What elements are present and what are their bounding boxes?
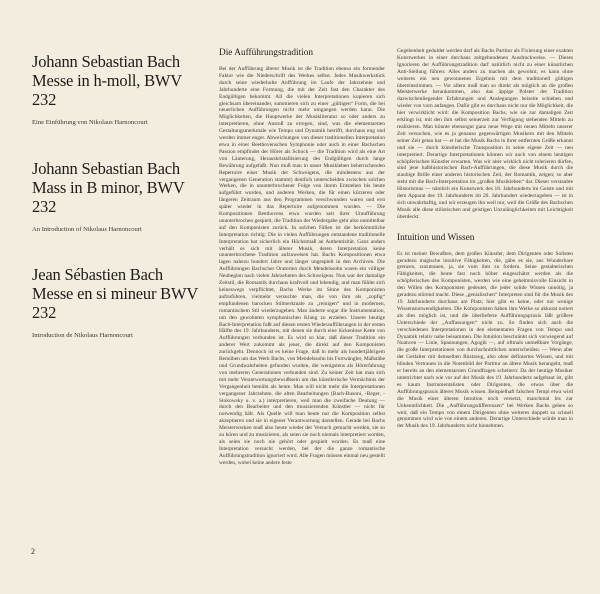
title-heading-english: Johann Sebastian Bach Mass in B minor, BWV 232 xyxy=(32,159,185,216)
title-heading-german: Johann Sebastian Bach Messe in h-moll, BWV 232 xyxy=(32,52,182,109)
page-number: 2 xyxy=(31,547,35,556)
title-subtitle-english: An Introduction of Nikolaus Harnoncourt xyxy=(32,226,142,233)
title-subtitle-german: Eine Einführung von Nikolaus Harnoncourt xyxy=(32,119,148,126)
title-subtitle-french: Introduction de Nikolaus Harnoncourt xyxy=(32,332,133,339)
right-text-column xyxy=(397,48,573,564)
title-block-german xyxy=(32,52,202,127)
body-text-intuition: Es ist meiner Bewußten, dem großen Künstler, dem Dirigenten oder Solisten geradezu magische intuitive Fähigkeiten, die, gäbe es sie, aus Wunderbare grenzen, zuzutrauen, ja, sie vom ihm zu fordern. Seine gestalterischen Fähigkeiten, die heute fast noch höher eingeschätzt werden als die schöpferischen des Komponisten, werden wie eine geheimnisvolle Einsicht in den Willen des Komponisten gedeutet, die jeder solide Wissen unnötig, ja geradezu störend macht. Diese „genialischen“ Interpreten sind für die Musik des 19. Jahrhunderts durchaus am Platz; hier gibt es keine, oder nur wenige Wissensnotwendigkeiten. Die Komponisten haben ihre Werke so akkurat notiert als dies möglich ist, und die überlieferte Aufführungspraxis läßt größere Unterschiede der „Auffassungen“ nicht zu. So finden sich auch die verschiedenen Interpretationen in den elementaren Fragen von Tempo und Dynamik relativ nahe beisammen. Die Intuition beschränkt sich vorwiegend auf Nuancen — Linie, Spannungen, Agogik —, auf oftmals unmeßbare Vorgänge, die große Interpretationen von durchschnittlichen unterscheiden. — Wenn aber der Gestalter mit demselben Rüstzeug, also ohne definiertes Wissen, und mit blinden Vertrauen in die Notenbild der Partitur an ältere Musik herangeht, muß er bereits an den elementarsten Grundfragen scheitern: Da der heutige Musiker unterrichtet nach wie vor auf der Musik des 19. Jahrhunderts aufgebaut ist, gibt es kaum Instrumentalisten oder Dirigenten, die etwas über die Aufführungspraxis älterer Musik wissen. Beispielhaft falschen Tempi etwa wird die Musik einer älteren Intuition noch versetzt, manchmal bis zur Unkenntlichkeit. Die „Aufführungsdifferenzen“ bei Werken Bachs gehen so weit, daß ein Tempo von einem Dirigenten ohne weiteres doppelt so schnell genommen wird wie von einem anderen. Derartige Unterschiede würde man in der Musik des 19. Jahrhunderts nicht hinnehmen. xyxy=(397,250,573,430)
title-block-english xyxy=(32,159,202,234)
section-heading-tradition: Die Aufführungstradition xyxy=(219,48,314,58)
body-text-tradition: Bei der Aufführung älterer Musik ist die Tradition ebenso ein formender Faktor wie die Niederschrift des Werkes selbst. Jedes Musikwerkstück durch seine wiederholte Aufführung im Laufe der Jahrzehnte und Jahrhunderte eine Formung, die mit der Zeit fast den Charakter des Endgültigen bekommt. All die vielen Interpretationen kopieren sich gleichsam übereinander, summieren sich zu einer „gültigen“ Form, die bei neuerlichen Aufführungen nicht mehr umgangen werden kann. Die Möglichkeiten, die Hauptwerke der Musikliteratur so oder anders zu interpretieren, ohne Anstoß zu erregen, sind, was die elementarsten Gestaltungsmerkmale wie Tempo und Dynamik betrifft, durchaus eng und werden immer enger. Abweichungen von dieser traditionellen Interpretation etwa in einer Beethovenschen Symphonie oder auch in einer Bachschen Passion empfindet der Hörer als Schock — die Tradition wird als eine Art von Läuterung, Herauskristallisierung des Endgültigen durch lange Bewährung aufgefaßt. Nun muß man in unser Musikleben beherrschenden Repertoire einer Musik der Schweigens, die mindestens aus der vergangenen Generation stammt) deutlich unterscheiden zwischen solchen Werken, die in ununterbrochener Folge von ihrem Entstehen bis heute aufgeführt wurden, und anderen Werken, die für einen kürzeren oder längeren Zeitraum aus den Programmen verschwunden waren und erst später wieder in das Repertoire aufgenommen wurden. — Die Kompositionen Beethovens etwa wurden seit ihrer Uraufführung ununterbrochen gespielt, die Tradition der Wiedergabe geht also unmittelbar auf den Komponisten zurück. In solchen Fällen ist die herkömmliche Interpretation richtig: Die in vielen Aufführungen entstandene traditionelle Interpretation hat sicherlich ein Höchstmaß an Authentizität. Ganz anders verhält es sich mit älterer Musik, deren Interpretation keine ununterbrochene Tradition aufzuweisen hat. Bachs Kompositionen etwa lagen nahezu hundert Jahre und länger ungespielt in den Archiven. Die Aufführungen Bachscher Oratorien durch Mendelssohn waren ein völliger Neubeginn nach vielen Jahrzehnten des Schweigens. Nun war der damalige Zeitstil, die Romantik durchaus kraftvoll und lebendig, und man fühlte sich keineswegs verpflichtet, Bachs Werke im Sinne des Komponisten aufzuführen, vielmehr versuchte man, die von ihm als „zopfig“ empfundenen barocken Stilmerkmale zu „reinigen“ und in modernen, romantischem Stil wiederzugeben. Man änderte sogar die Instrumentation, um den gewohnten symphonischen Klang zu erzielen. Unsere heutige Bach-Interpretation fußt auf diesen ersten Wiederaufführungen in der ersten Hälfte des 19. Jahrhunderts, mit denen sie durch eine lückenlose Kette von Aufführungen verbunden ist. Es wird so klar, daß dieser Tradition ein anderer Wert zukommt als jener, die direkt auf den Komponisten zurückgeht. Dennoch ist es keine Frage, daß in mehr als hundertjährigem Bemühen um das Werk Bachs, von Mendelssohn bis Furtwängler, Maßstäbe und Grundwahrheiten gefunden wurden, die wenigstens als Hörerfahrung von mehreren Generationen verbunden sind. Zu keiner Zeit hat man sich mit mehr Verantwortungsbewußtsein um das künstlerische Vermächtnis der Vergangenheit bemüht als heute. Man will nicht mehr die Interpretationen vergangener Jahrzehnte, die alten Bearbeitungen (Bach-Busoni, -Reger, -Stokowsky u. v. a.) interpretieren, weil man die zweifache Deutung — durch den Bearbeiter und den musizierenden Künstler — nicht für notwendig hält. Als Quelle will man heute nur die Komposition selbst akzeptieren und sie in eigener Verantwortung darstellen. Gerade bei Bachs Meisterwerken muß also heute wieder der Versuch gemacht werden, sie so zu hören und zu musizieren, als seien sie noch niemals interpretiert worden, als seien sie noch nie gehört oder gespielt worden. Es muß eine Interpretation versucht werden, bei der die ganze romantische Aufführungstradition ignoriert wird. Alle Fragen müssen einmal neu gestellt werden, wobei keine andere feste xyxy=(219,66,385,466)
title-block-french xyxy=(32,265,202,340)
section-heading-intuition: Intuition und Wissen xyxy=(397,232,475,243)
middle-text-column xyxy=(219,48,385,564)
body-text-continuation: Gegebenheit geduldet werden darf als Bachs Partitur als Fixierung einer exakten Kunstwerkes in einer durchaus zeitgebundenen Ausdruckweise. — Dieses Ignorieren der Aufführungstradition darf natürlich nicht zu einer künstlichen Anti-Stellung führen: Alles anders zu machen als gewohnt; es kann ohne weiteres ein neu gewonnenes Ergebnis mit dem traditionell gültigen übereinstimmen. — Vor allem muß man so direkt als möglich an die großen Meisterwerke herankommen, also das äppige Polster der Tradition dazwischenliegender Erfahrungen und Auslegungen beiseite schieben und wieder von vorn anfangen. Dafür gibt es durchaus nicht nur die Möglichkeit, die hier verwirklicht wird: die Komposition Bachs, wie sie zur damaligen Zeit erklingt ist, mit den ihm selbst seinerzeit zur Verfügung stehenden Mitteln zu realisieren. Man könnte ebensogut ganz neue Wege mit neuen Mitteln unserer Zeit versuchen, wie es ja genauso gegenwärtigen Musikern mit den Mitteln seiner Zeit getan hat — er hat die Musik Bachs in ihrer entfernten Größe erkannt und sie — durch künstlerische Transposition in seine eigene Zeit — neu interpretiert. Derartige Interpretationen können wir auch von einem heutigen schöpferischen Künstler erwarten. Was wir aber wirklich nicht tolerieren dürfen, sind jene halbhistorischen Bach-Aufführungen, die diese Musik durch die staubige Brille einer anderen historischen Zeit, der Romantik, zeigen; so aber steht mit die Bach-Interpretation im „großen Musikleben“ dar. Dieser verstaubte Historismus — nämlich ein Kunstwerk des 18. Jahrhunderts im Geiste und mit dem Apparat des 19. Jahrhunderts im 20. Jahrhundert wiederzugeben — ist in sich unwahrhaftig, und wir erzeugen ihn weil nur, weil die Größe des Bachschen Musik alle diese stilistischen und geistigen Unzulänglichkeiten mit Leichtigkeit überdeckt. xyxy=(397,48,573,220)
title-heading-french: Jean Sébastien Bach Messe en si mineur BWV 232 xyxy=(32,265,198,322)
